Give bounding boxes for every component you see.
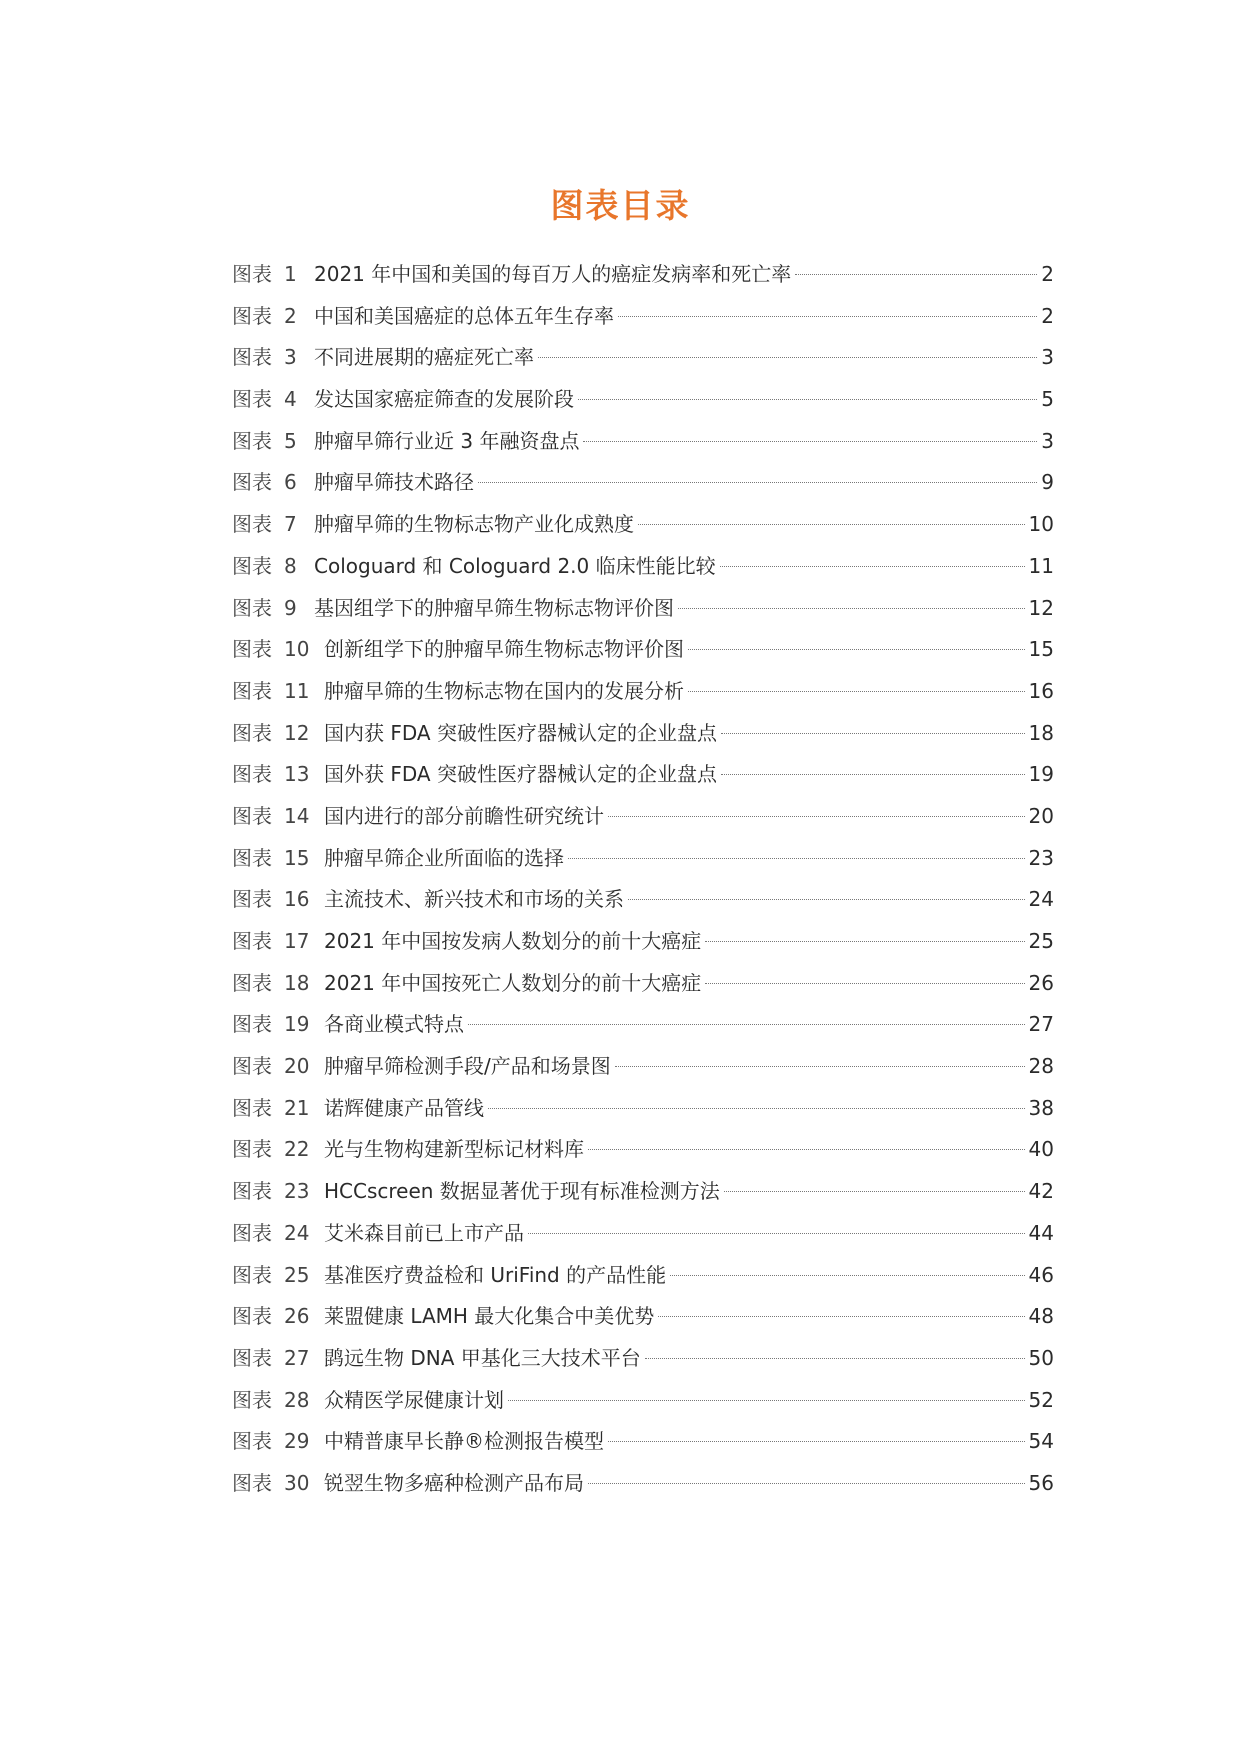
toc-entry[interactable] (232, 796, 1054, 838)
toc-entry-number: 23 (284, 1179, 310, 1204)
toc-entry-number: 26 (284, 1304, 310, 1329)
toc-entry-label: 图表 (232, 595, 272, 620)
toc-entry-page-number[interactable]: 15 (1028, 637, 1054, 662)
page-title: 图表目录 (550, 186, 691, 226)
toc-entry[interactable] (232, 379, 1054, 421)
toc-entry-title[interactable]: 光与生物构建新型标记材料库 (324, 1137, 584, 1162)
toc-entry-title[interactable]: 主流技术、新兴技术和市场的关系 (324, 887, 624, 912)
toc-dot-leader (568, 858, 1025, 859)
toc-entry-label: 图表 (232, 345, 272, 370)
toc-entry-page-number[interactable]: 26 (1028, 970, 1054, 995)
toc-entry-title[interactable]: 肿瘤早筛技术路径 (314, 470, 474, 495)
toc-entry[interactable] (232, 1004, 1054, 1046)
toc-entry[interactable] (232, 1463, 1054, 1505)
toc-entry-label: 图表 (232, 887, 272, 912)
toc-entry-number: 28 (284, 1387, 310, 1412)
toc-entry[interactable] (232, 1213, 1054, 1255)
toc-entry-page-number[interactable]: 42 (1028, 1179, 1054, 1204)
toc-entry-title[interactable]: 各商业模式特点 (324, 1012, 464, 1037)
toc-dot-leader (638, 524, 1025, 525)
toc-dot-leader (628, 899, 1025, 900)
toc-entry-label: 图表 (232, 929, 272, 953)
toc-entry-title[interactable]: 基准医疗费益检和 UriFind 的产品性能 (324, 1262, 667, 1287)
toc-dot-leader (538, 357, 1037, 358)
toc-dot-leader (705, 983, 1024, 984)
toc-entry-title[interactable]: 艾米森目前已上市产品 (324, 1220, 524, 1245)
toc-entry-title[interactable]: 莱盟健康 LAMH 最大化集合中美优势 (324, 1304, 655, 1329)
toc-entry-title[interactable]: 众精医学尿健康计划 (324, 1387, 504, 1412)
toc-entry[interactable] (232, 337, 1054, 379)
toc-entry-title[interactable]: 创新组学下的肿瘤早筛生物标志物评价图 (324, 637, 684, 662)
toc-dot-leader (588, 1149, 1025, 1150)
toc-entry-title[interactable]: 国外获 FDA 突破性医疗器械认定的企业盘点 (324, 762, 717, 787)
toc-entry-page-number[interactable]: 38 (1028, 1095, 1054, 1120)
toc-entry-number: 21 (284, 1095, 310, 1120)
toc-entry-page-number[interactable]: 12 (1028, 595, 1054, 620)
toc-entry-number: 30 (284, 1470, 310, 1495)
toc-entry-title[interactable]: 2021 年中国按发病人数划分的前十大癌症 (324, 929, 702, 953)
toc-entry-label: 图表 (232, 1220, 272, 1245)
toc-dot-leader (615, 1066, 1025, 1067)
toc-dot-leader (528, 1233, 1025, 1234)
toc-entry-title[interactable]: 诺辉健康产品管线 (324, 1095, 484, 1120)
toc-entry-title[interactable]: 肿瘤早筛行业近 3 年融资盘点 (314, 428, 580, 453)
toc-entry[interactable] (232, 504, 1054, 546)
toc-dot-leader (608, 1441, 1025, 1442)
toc-entry[interactable] (232, 838, 1054, 880)
toc-entry[interactable] (232, 671, 1054, 713)
toc-entry[interactable] (232, 1046, 1054, 1088)
toc-entry-page-number[interactable]: 27 (1028, 1012, 1054, 1037)
toc-entry-label: 图表 (232, 1179, 272, 1204)
toc-entry-label: 图表 (232, 262, 272, 286)
toc-entry-number: 6 (284, 470, 297, 495)
toc-entry-page-number[interactable]: 3 (1041, 428, 1054, 453)
toc-entry-title[interactable]: 肿瘤早筛企业所面临的选择 (324, 845, 564, 870)
toc-entry-title[interactable]: HCCscreen 数据显著优于现有标准检测方法 (324, 1179, 720, 1204)
toc-entry-title[interactable]: 肿瘤早筛的生物标志物在国内的发展分析 (324, 678, 684, 703)
toc-entry-label: 图表 (232, 1012, 272, 1037)
toc-entry-label: 图表 (232, 1095, 272, 1120)
toc-entry-page-number[interactable]: 3 (1041, 345, 1054, 370)
toc-dot-leader (688, 691, 1025, 692)
toc-dot-leader (795, 274, 1037, 275)
toc-entry-label: 图表 (232, 1470, 272, 1495)
toc-entry-page-number[interactable]: 16 (1028, 678, 1054, 703)
toc-entry-number: 29 (284, 1429, 310, 1454)
toc-entry-title[interactable]: 国内获 FDA 突破性医疗器械认定的企业盘点 (324, 720, 717, 745)
toc-entry-number: 4 (284, 387, 297, 412)
toc-dot-leader (721, 774, 1025, 775)
toc-entry-page-number[interactable]: 9 (1041, 470, 1054, 495)
toc-dot-leader (468, 1024, 1025, 1025)
table-of-figures (232, 254, 1054, 1505)
toc-entry[interactable] (232, 879, 1054, 921)
toc-entry[interactable] (232, 1338, 1054, 1380)
toc-entry[interactable] (232, 1088, 1054, 1130)
toc-entry-label: 图表 (232, 1387, 272, 1412)
toc-entry-title[interactable]: 2021 年中国按死亡人数划分的前十大癌症 (324, 970, 702, 995)
toc-dot-leader (658, 1316, 1024, 1317)
toc-entry-page-number[interactable]: 44 (1028, 1220, 1054, 1245)
toc-entry-title[interactable]: Cologuard 和 Cologuard 2.0 临床性能比较 (314, 553, 716, 578)
toc-entry-label: 图表 (232, 1304, 272, 1329)
toc-entry-number: 13 (284, 762, 310, 787)
toc-entry-label: 图表 (232, 637, 272, 662)
toc-entry-title[interactable]: 发达国家癌症筛查的发展阶段 (314, 387, 574, 412)
toc-entry-label: 图表 (232, 762, 272, 787)
toc-entry-number: 14 (284, 803, 310, 828)
toc-entry-page-number[interactable]: 54 (1028, 1429, 1054, 1454)
toc-entry-number: 25 (284, 1262, 310, 1287)
toc-entry-number: 2 (284, 303, 297, 328)
toc-entry[interactable] (232, 629, 1054, 671)
toc-entry[interactable] (232, 921, 1054, 963)
toc-entry-title[interactable]: 中国和美国癌症的总体五年生存率 (314, 303, 614, 328)
toc-entry-page-number[interactable]: 24 (1028, 887, 1054, 912)
toc-entry-title[interactable]: 锐翌生物多癌种检测产品布局 (324, 1470, 584, 1495)
toc-entry-page-number[interactable]: 40 (1028, 1137, 1054, 1162)
toc-entry-page-number[interactable]: 23 (1028, 845, 1054, 870)
toc-entry-title[interactable]: 国内进行的部分前瞻性研究统计 (324, 803, 604, 828)
toc-entry-page-number[interactable]: 18 (1028, 720, 1054, 745)
toc-entry-number: 27 (284, 1345, 310, 1370)
toc-entry-page-number[interactable]: 50 (1028, 1345, 1054, 1370)
toc-entry-page-number[interactable]: 5 (1041, 387, 1054, 412)
toc-entry-title[interactable]: 肿瘤早筛的生物标志物产业化成熟度 (314, 512, 634, 537)
toc-entry[interactable] (232, 588, 1054, 630)
toc-entry[interactable] (232, 1255, 1054, 1297)
toc-entry-page-number[interactable]: 52 (1028, 1387, 1054, 1412)
toc-dot-leader (508, 1400, 1025, 1401)
toc-entry-title[interactable]: 基因组学下的肿瘤早筛生物标志物评价图 (314, 595, 674, 620)
toc-entry-number: 18 (284, 970, 310, 995)
toc-entry[interactable] (232, 1421, 1054, 1463)
toc-entry-label: 图表 (232, 1054, 272, 1079)
toc-entry-number: 11 (284, 678, 310, 703)
toc-entry-label: 图表 (232, 470, 272, 495)
toc-entry-number: 9 (284, 595, 297, 620)
toc-entry[interactable] (232, 754, 1054, 796)
toc-entry-page-number[interactable]: 19 (1028, 762, 1054, 787)
toc-entry-number: 19 (284, 1012, 310, 1037)
toc-dot-leader (721, 733, 1025, 734)
toc-entry-title[interactable]: 鹍远生物 DNA 甲基化三大技术平台 (324, 1345, 641, 1370)
toc-entry-label: 图表 (232, 678, 272, 703)
toc-entry-number: 22 (284, 1137, 310, 1162)
toc-entry-page-number[interactable]: 10 (1028, 512, 1054, 537)
toc-entry[interactable] (232, 713, 1054, 755)
toc-entry-label: 图表 (232, 1429, 272, 1454)
toc-entry-label: 图表 (232, 1345, 272, 1370)
toc-entry[interactable] (232, 1129, 1054, 1171)
toc-entry-number: 16 (284, 887, 310, 912)
toc-entry-page-number[interactable]: 28 (1028, 1054, 1054, 1079)
toc-entry-page-number[interactable]: 20 (1028, 803, 1054, 828)
toc-entry[interactable] (232, 1380, 1054, 1422)
toc-entry-number: 8 (284, 553, 297, 578)
toc-dot-leader (724, 1191, 1025, 1192)
toc-entry-number: 24 (284, 1220, 310, 1245)
toc-entry-number: 3 (284, 345, 297, 370)
toc-entry-number: 12 (284, 720, 310, 745)
toc-dot-leader (578, 399, 1037, 400)
toc-entry-title[interactable]: 2021 年中国和美国的每百万人的癌症发病率和死亡率 (314, 262, 792, 286)
toc-entry-number: 5 (284, 428, 297, 453)
toc-entry-label: 图表 (232, 303, 272, 328)
toc-entry-number: 20 (284, 1054, 310, 1079)
toc-dot-leader (645, 1358, 1025, 1359)
toc-entry[interactable] (232, 1171, 1054, 1213)
toc-entry-label: 图表 (232, 387, 272, 412)
toc-entry[interactable] (232, 1296, 1054, 1338)
toc-entry-label: 图表 (232, 845, 272, 870)
toc-entry-label: 图表 (232, 428, 272, 453)
toc-entry-label: 图表 (232, 1137, 272, 1162)
toc-entry[interactable] (232, 546, 1054, 588)
toc-entry-page-number[interactable]: 48 (1028, 1304, 1054, 1329)
toc-dot-leader (478, 482, 1037, 483)
toc-entry-page-number[interactable]: 46 (1028, 1262, 1054, 1287)
toc-dot-leader (588, 1483, 1025, 1484)
toc-dot-leader (720, 566, 1025, 567)
toc-entry-page-number[interactable]: 11 (1028, 553, 1054, 578)
toc-entry-label: 图表 (232, 803, 272, 828)
toc-entry-label: 图表 (232, 970, 272, 995)
toc-entry-page-number[interactable]: 2 (1041, 303, 1054, 328)
toc-entry[interactable] (232, 296, 1054, 338)
toc-entry-page-number[interactable]: 25 (1028, 929, 1054, 953)
toc-dot-leader (678, 608, 1025, 609)
toc-entry-label: 图表 (232, 1262, 272, 1287)
toc-entry-title[interactable]: 中精普康早长静®检测报告模型 (324, 1429, 604, 1454)
toc-entry-number: 17 (284, 929, 310, 953)
toc-dot-leader (705, 941, 1024, 942)
toc-dot-leader (618, 316, 1037, 317)
toc-entry-page-number[interactable]: 56 (1028, 1470, 1054, 1495)
toc-entry-number: 10 (284, 637, 310, 662)
toc-entry-page-number[interactable]: 2 (1041, 262, 1054, 286)
toc-dot-leader (670, 1275, 1024, 1276)
toc-entry[interactable] (232, 963, 1054, 1005)
toc-dot-leader (583, 441, 1037, 442)
toc-entry-label: 图表 (232, 553, 272, 578)
toc-dot-leader (608, 816, 1025, 817)
toc-entry[interactable] (232, 254, 1054, 296)
toc-entry-label: 图表 (232, 720, 272, 745)
toc-entry-number: 7 (284, 512, 297, 537)
toc-entry-title[interactable]: 不同进展期的癌症死亡率 (314, 345, 534, 370)
toc-entry-number: 15 (284, 845, 310, 870)
toc-entry-number: 1 (284, 262, 297, 286)
toc-entry-label: 图表 (232, 512, 272, 537)
toc-dot-leader (488, 1108, 1025, 1109)
toc-dot-leader (688, 649, 1025, 650)
toc-entry[interactable] (232, 462, 1054, 504)
toc-entry-title[interactable]: 肿瘤早筛检测手段/产品和场景图 (324, 1054, 611, 1079)
toc-entry[interactable] (232, 421, 1054, 463)
